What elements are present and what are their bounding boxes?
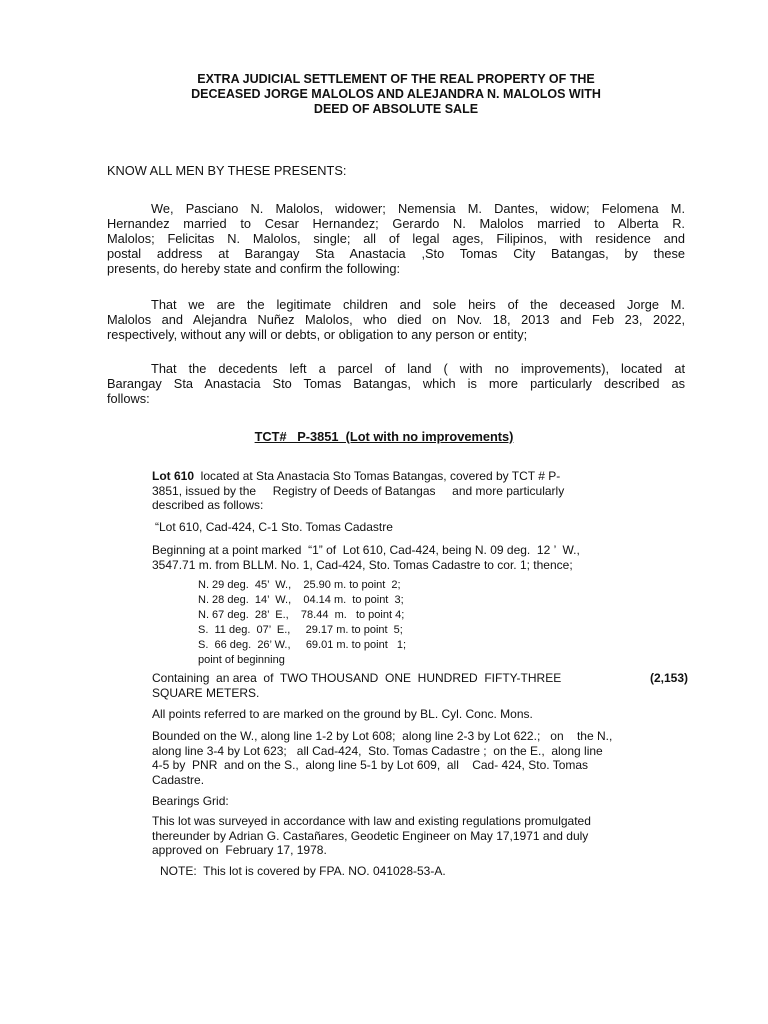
paragraph-parties [107, 201, 685, 276]
area-line: SQUARE METERS. [152, 685, 260, 700]
points-marked: All points referred to are marked on the ground by BL. Cyl. Conc. Mons. [152, 707, 533, 721]
area-line [152, 671, 688, 686]
paragraph-line: follows: [107, 391, 150, 406]
area-statement [152, 671, 688, 700]
area-figure: (2,153) [649, 671, 688, 685]
paragraph-line: Barangay Sta Anastacia Sto Tomas Batangas, which is more particularly described as [107, 376, 685, 391]
bearing-line: N. 67 deg. 28’ E., 78.44 m. to point 4; [198, 609, 405, 621]
boundary-line: Cadastre. [152, 772, 205, 787]
bearing-line: N. 29 deg. 45’ W., 25.90 m. to point 2; [198, 579, 401, 591]
boundary-line: along line 3-4 by Lot 623; all Cad-424, Sto. Tomas Cadastre ; on the E., along line [152, 743, 603, 758]
paragraph-line: Malolos and Alejandra Nuñez Malolos, who died on Nov. 18, 2013 and Feb 23, 2022, [107, 312, 685, 327]
lot-quote: “Lot 610, Cad-424, C-1 Sto. Tomas Cadastre [155, 520, 393, 534]
bearings-grid-label: Bearings Grid: [152, 794, 229, 808]
survey-line: approved on February 17, 1978. [152, 843, 327, 857]
title-line-3: DEED OF ABSOLUTE SALE [313, 102, 479, 116]
boundary-line: 4-5 by PNR and on the S., along line 5-1 by Lot 609, all Cad- 424, Sto. Tomas [152, 758, 589, 772]
lot-line: described as follows: [152, 498, 264, 512]
boundary-line: Bounded on the W., along line 1-2 by Lot 608; along line 2-3 by Lot 622.; on the N., [152, 729, 613, 743]
tct-heading: TCT# P-3851 (Lot with no improvements) [254, 429, 514, 444]
paragraph-line: We, Pasciano N. Malolos, widower; Nemensia M. Dantes, widow; Felomena M. [151, 201, 685, 216]
paragraph-line: respectively, without any will or debts, or obligation to any person or entity; [107, 327, 528, 342]
lot-line: 3851, issued by the Registry of Deeds of Batangas and more particularly [152, 483, 565, 498]
paragraph-line: postal address at Barangay Sta Anastacia ,Sto Tomas City Batangas, by these [107, 246, 685, 261]
opening-line: KNOW ALL MEN BY THESE PRESENTS: [107, 163, 347, 178]
beginning-line: Beginning at a point marked “1” of Lot 610, Cad-424, being N. 09 deg. 12 ’ W., [152, 543, 580, 557]
survey-statement [152, 814, 672, 858]
bearing-line: S. 66 deg. 26’ W., 69.01 m. to point 1; [198, 639, 407, 651]
survey-line: This lot was surveyed in accordance with law and existing regulations promulgated [152, 814, 591, 828]
document-title [130, 72, 662, 117]
bearing-line: point of beginning [198, 654, 285, 666]
area-text: Containing an area of TWO THOUSAND ONE HUNDRED FIFTY-THREE [152, 671, 562, 685]
beginning-line: 3547.71 m. from BLLM. No. 1, Cad-424, Sto. Tomas Cadastre to cor. 1; thence; [152, 557, 573, 572]
lot-description [152, 469, 658, 513]
beginning-point [152, 543, 672, 572]
fpa-note: NOTE: This lot is covered by FPA. NO. 041028-53-A. [160, 864, 446, 878]
paragraph-land [107, 361, 685, 406]
paragraph-line: Malolos; Felicitas N. Malolos, single; all of legal ages, Filipinos, with residence and [107, 231, 685, 246]
paragraph-line: Hernandez married to Cesar Hernandez; Gerardo N. Malolos married to Alberta R. [107, 216, 685, 231]
paragraph-line: presents, do hereby state and confirm the following: [107, 261, 401, 276]
paragraph-line: That we are the legitimate children and sole heirs of the deceased Jorge M. [151, 297, 685, 312]
lot-line [152, 469, 658, 484]
bearings-list [198, 578, 406, 668]
survey-line: thereunder by Adrian G. Castañares, Geodetic Engineer on May 17,1971 and duly [152, 828, 589, 843]
boundaries [152, 729, 672, 787]
title-line-2: DECEASED JORGE MALOLOS AND ALEJANDRA N. MALOLOS WITH [191, 87, 601, 101]
paragraph-line: That the decedents left a parcel of land ( with no improvements), located at [151, 361, 685, 376]
bearing-line: S. 11 deg. 07’ E., 29.17 m. to point 5; [198, 624, 403, 636]
paragraph-heirs [107, 297, 685, 342]
title-line-1: EXTRA JUDICIAL SETTLEMENT OF THE REAL PROPERTY OF THE [197, 72, 595, 86]
bearing-line: N. 28 deg. 14’ W., 04.14 m. to point 3; [198, 594, 404, 606]
lot-label: Lot 610 [152, 469, 195, 483]
lot-line-rest: located at Sta Anastacia Sto Tomas Batangas, covered by TCT # P- [194, 469, 561, 483]
